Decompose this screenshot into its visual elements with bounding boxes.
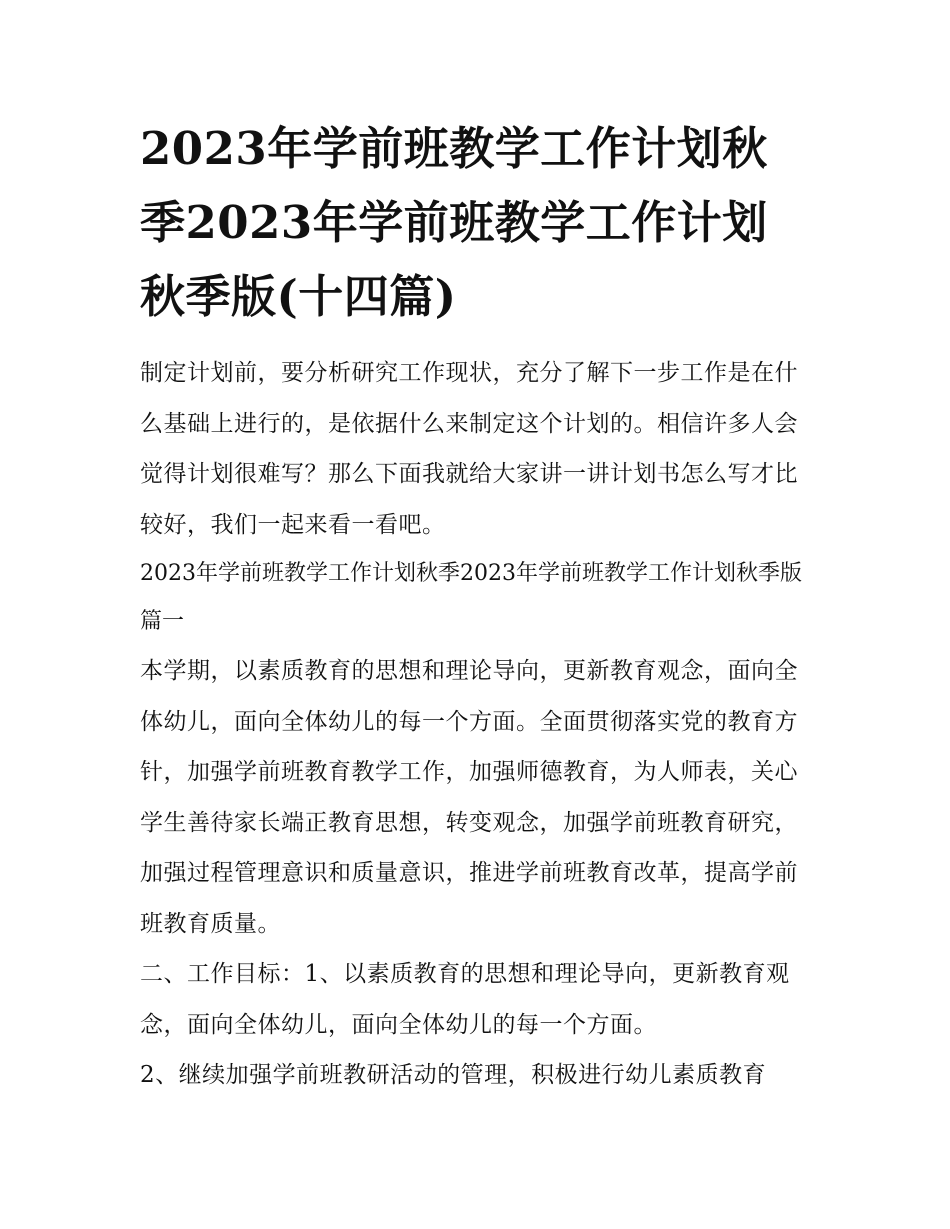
body-paragraph: 2、继续加强学前班教研活动的管理，积极进行幼儿素质教育 bbox=[140, 1062, 767, 1088]
body-paragraph: 二、工作目标：1、以素质教育的思想和理论导向，更新教育观念，面向全体幼儿，面向全体幼儿的每一个方面。 bbox=[140, 961, 790, 1038]
body-paragraph: 本学期，以素质教育的思想和理论导向，更新教育观念，面向全体幼儿，面向全体幼儿的每一个方面。全面贯彻落实党的教育方针，加强学前班教育教学工作，加强师德教育，为人师表，关心学生善待家长端正教育思想，转变观念，加强学前班教育研究，加强过程管理意识和质量意识，推进学前班教育改革，提高学前班教育质量。 bbox=[140, 658, 798, 937]
document-title: 2023年学前班教学工作计划秋季2023年学前班教学工作计划秋季版(十四篇) bbox=[140, 122, 768, 323]
intro-paragraph: 制定计划前，要分析研究工作现状，充分了解下一步工作是在什么基础上进行的，是依据什么来制定这个计划的。相信许多人会觉得计划很难写？那么下面我就给大家讲一讲计划书怎么写才比较好，我们一起来看一看吧。 bbox=[140, 360, 798, 538]
section-heading: 2023年学前班教学工作计划秋季2023年学前班教学工作计划秋季版篇一 bbox=[140, 561, 802, 634]
document-body bbox=[140, 112, 812, 1101]
